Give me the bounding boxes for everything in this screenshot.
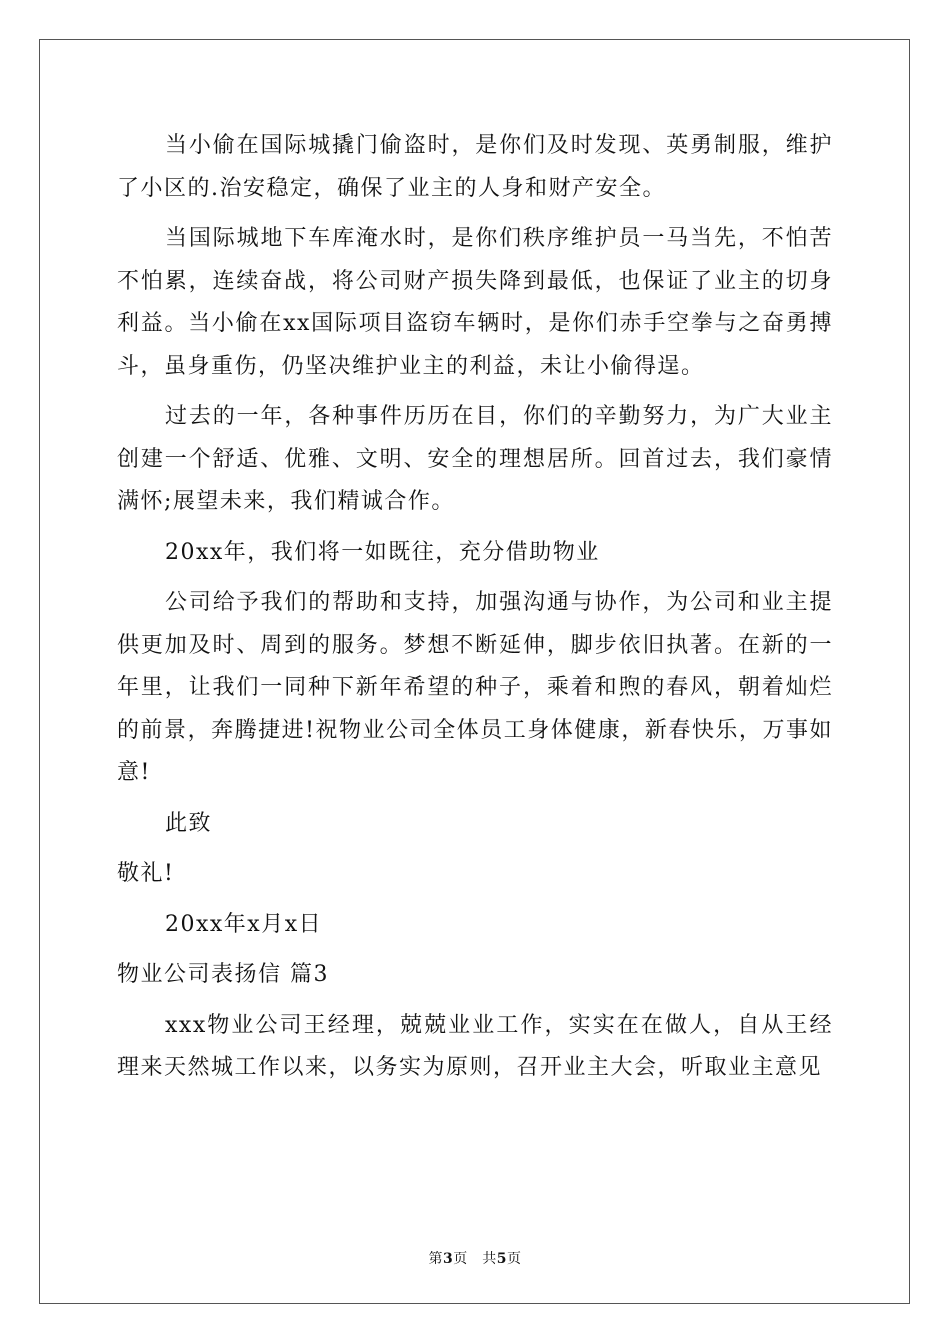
closing-salutation: 此致 bbox=[165, 810, 213, 836]
footer-current-page: 3 bbox=[443, 1251, 454, 1267]
section-heading: 物业公司表扬信 篇3 bbox=[117, 962, 329, 987]
footer-total-pages: 5 bbox=[496, 1251, 507, 1267]
letter-date: 20xx年x月x日 bbox=[165, 911, 323, 937]
document-body bbox=[117, 125, 833, 1098]
closing-regards: 敬礼! bbox=[117, 861, 175, 886]
paragraph-5: 公司给予我们的帮助和支持，加强沟通与协作，为公司和业主提供更加及时、周到的服务。梦想不断延伸，脚步依旧执著。在新的一年里，让我们一同种下新年希望的种子，乘着和煦的春风，朝着灿烂的前景，奔腾捷进!祝物业公司全体员工身体健康，新春快乐，万事如意! bbox=[117, 590, 833, 785]
footer-prefix: 第 bbox=[428, 1251, 443, 1267]
footer-middle: 页 共 bbox=[453, 1251, 497, 1267]
paragraph-6: xxx物业公司王经理，兢兢业业工作，实实在在做人，自从王经理来天然城工作以来，以务实为原则，召开业主大会，听取业主意见 bbox=[117, 1012, 833, 1080]
footer-suffix: 页 bbox=[507, 1251, 522, 1267]
page-footer bbox=[0, 1248, 950, 1268]
paragraph-4: 20xx年，我们将一如既往，充分借助物业 bbox=[165, 539, 600, 565]
paragraph-3: 过去的一年，各种事件历历在目，你们的辛勤努力，为广大业主创建一个舒适、优雅、文明、安全的理想居所。回首过去，我们豪情满怀;展望未来，我们精诚合作。 bbox=[117, 404, 833, 514]
paragraph-1: 当小偷在国际城撬门偷盗时，是你们及时发现、英勇制服，维护了小区的.治安稳定，确保了业主的人身和财产安全。 bbox=[117, 133, 833, 201]
paragraph-2: 当国际城地下车库淹水时，是你们秩序维护员一马当先，不怕苦不怕累，连续奋战，将公司财产损失降到最低，也保证了业主的切身利益。当小偷在xx国际项目盗窃车辆时，是你们赤手空拳与之奋勇搏斗，虽身重伤，仍坚决维护业主的利益，未让小偷得逞。 bbox=[117, 226, 833, 379]
